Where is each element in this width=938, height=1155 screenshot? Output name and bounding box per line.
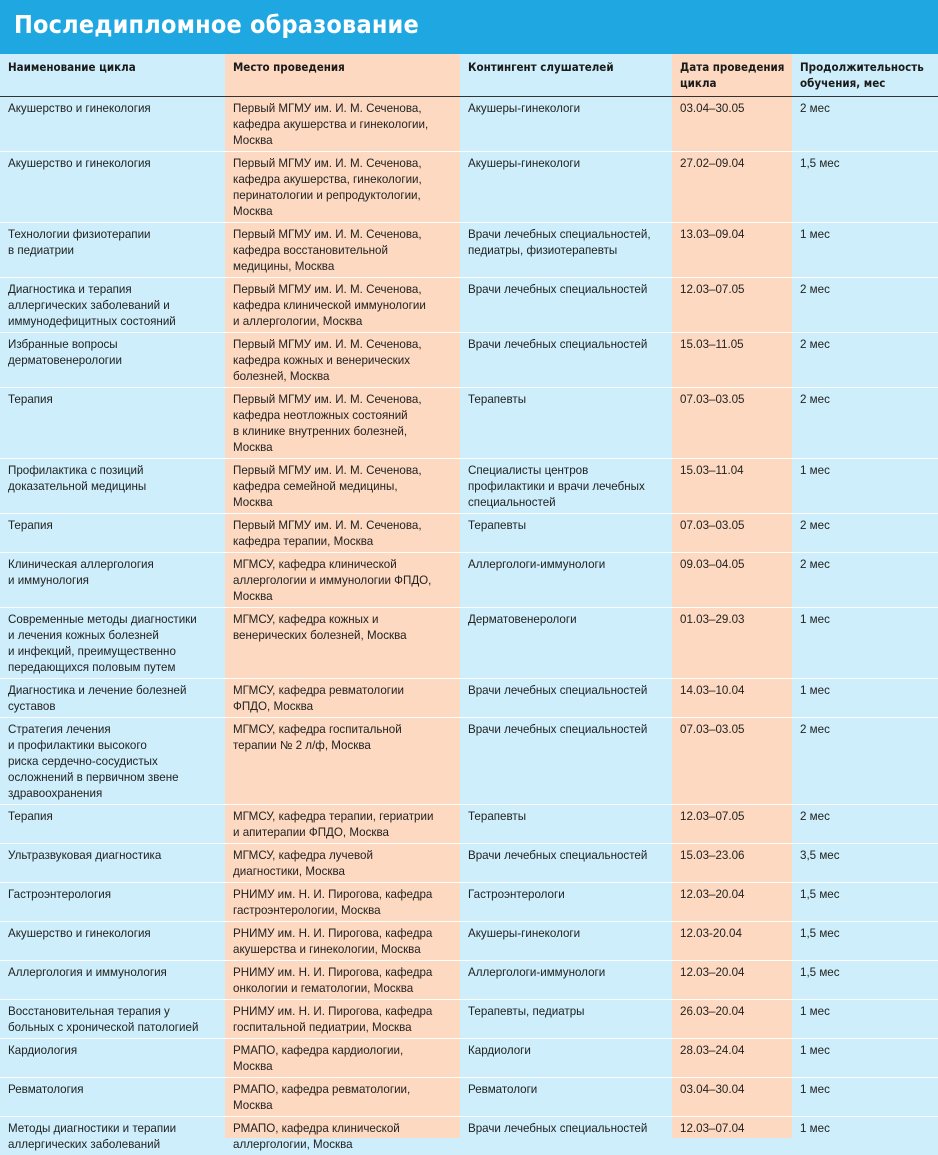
- cell-duration: 1 мес: [792, 459, 938, 514]
- cell-course-name: Избранные вопросы дерматовенерологии: [0, 333, 225, 388]
- cell-audience: Акушеры-гинекологи: [460, 97, 672, 152]
- cell-audience: Врачи лечебных специальностей: [460, 679, 672, 718]
- cell-audience: Врачи лечебных специальностей: [460, 844, 672, 883]
- column-header-place: Место проведения: [225, 54, 460, 97]
- cell-location: Первый МГМУ им. И. М. Сеченова, кафедра кожных и венерических болезней, Москва: [225, 333, 460, 388]
- cell-location: МГМСУ, кафедра ревматологии ФПДО, Москва: [225, 679, 460, 718]
- cell-audience: Аллергологи-иммунологи: [460, 961, 672, 1000]
- table-row: [0, 922, 938, 961]
- table-row: [0, 514, 938, 553]
- table-row: [0, 388, 938, 459]
- cell-location: Первый МГМУ им. И. М. Сеченова, кафедра неотложных состояний в клинике внутренних болезней, Москва: [225, 388, 460, 459]
- cell-course-name: Технологии физиотерапии в педиатрии: [0, 223, 225, 278]
- cell-audience: Аллергологи-иммунологи: [460, 553, 672, 608]
- table-header-row: [0, 54, 938, 97]
- cell-location: МГМСУ, кафедра кожных и венерических болезней, Москва: [225, 608, 460, 679]
- cell-dates: 09.03–04.05: [672, 553, 792, 608]
- cell-dates: 12.03-20.04: [672, 922, 792, 961]
- cell-audience: Врачи лечебных специальностей, педиатры, физиотерапевты: [460, 223, 672, 278]
- cell-course-name: Акушерство и гинекология: [0, 97, 225, 152]
- cell-course-name: Стратегия лечения и профилактики высокого риска сердечно-сосудистых осложнений в первичном звене здравоохранения: [0, 718, 225, 805]
- cell-course-name: Клиническая аллергология и иммунология: [0, 553, 225, 608]
- cell-location: РНИМУ им. Н. И. Пирогова, кафедра онкологии и гематологии, Москва: [225, 961, 460, 1000]
- cell-course-name: Современные методы диагностики и лечения кожных болезней и инфекций, преимущественно передающихся половым путем: [0, 608, 225, 679]
- cell-dates: 07.03–03.05: [672, 514, 792, 553]
- cell-audience: Ревматологи: [460, 1078, 672, 1117]
- cell-audience: Кардиологи: [460, 1039, 672, 1078]
- cell-dates: 12.03–07.05: [672, 278, 792, 333]
- cell-location: Первый МГМУ им. И. М. Сеченова, кафедра акушерства и гинекологии, Москва: [225, 97, 460, 152]
- cell-course-name: Восстановительная терапия у больных с хронической патологией: [0, 1000, 225, 1039]
- cell-duration: 3,5 мес: [792, 844, 938, 883]
- page-title: Последипломное образование: [14, 10, 419, 39]
- cell-duration: 1,5 мес: [792, 152, 938, 223]
- cell-duration: 1,5 мес: [792, 883, 938, 922]
- table-row: [0, 459, 938, 514]
- cell-audience: Терапевты: [460, 388, 672, 459]
- cell-location: Первый МГМУ им. И. М. Сеченова, кафедра семейной медицины, Москва: [225, 459, 460, 514]
- cell-course-name: Акушерство и гинекология: [0, 152, 225, 223]
- cell-location: Первый МГМУ им. И. М. Сеченова, кафедра восстановительной медицины, Москва: [225, 223, 460, 278]
- cell-dates: 13.03–09.04: [672, 223, 792, 278]
- cell-dates: 15.03–23.06: [672, 844, 792, 883]
- cell-course-name: Гастроэнтерология: [0, 883, 225, 922]
- cell-audience: Терапевты: [460, 805, 672, 844]
- cell-course-name: Диагностика и лечение болезней суставов: [0, 679, 225, 718]
- table-row: [0, 333, 938, 388]
- header-bar: [0, 0, 938, 54]
- table-row: [0, 278, 938, 333]
- cell-location: МГМСУ, кафедра госпитальной терапии № 2 л/ф, Москва: [225, 718, 460, 805]
- cell-location: РНИМУ им. Н. И. Пирогова, кафедра акушерства и гинекологии, Москва: [225, 922, 460, 961]
- cell-course-name: Ревматология: [0, 1078, 225, 1117]
- cell-course-name: Диагностика и терапия аллергических заболеваний и иммунодефицитных состояний: [0, 278, 225, 333]
- cell-duration: 1 мес: [792, 1039, 938, 1078]
- cell-dates: 07.03–03.05: [672, 388, 792, 459]
- cell-dates: 12.03–20.04: [672, 883, 792, 922]
- cell-duration: 1 мес: [792, 608, 938, 679]
- cell-audience: Дерматовенерологи: [460, 608, 672, 679]
- cell-dates: 01.03–29.03: [672, 608, 792, 679]
- cell-location: РМАПО, кафедра ревматологии, Москва: [225, 1078, 460, 1117]
- cell-location: РМАПО, кафедра клинической аллергологии, Москва: [225, 1117, 460, 1155]
- cell-course-name: Аллергология и иммунология: [0, 961, 225, 1000]
- cell-dates: 03.04–30.04: [672, 1078, 792, 1117]
- cell-location: Первый МГМУ им. И. М. Сеченова, кафедра акушерства, гинекологии, перинатологии и репродуктологии, Москва: [225, 152, 460, 223]
- cell-duration: 2 мес: [792, 805, 938, 844]
- cell-location: МГМСУ, кафедра терапии, гериатрии и апитерапии ФПДО, Москва: [225, 805, 460, 844]
- cell-course-name: Терапия: [0, 388, 225, 459]
- table-row: [0, 97, 938, 152]
- cell-location: Первый МГМУ им. И. М. Сеченова, кафедра терапии, Москва: [225, 514, 460, 553]
- cell-duration: 1 мес: [792, 1078, 938, 1117]
- table-row: [0, 961, 938, 1000]
- cell-audience: Гастроэнтерологи: [460, 883, 672, 922]
- cell-duration: 2 мес: [792, 388, 938, 459]
- cell-audience: Врачи лечебных специальностей: [460, 278, 672, 333]
- table-row: [0, 223, 938, 278]
- cell-course-name: Терапия: [0, 514, 225, 553]
- cell-dates: 03.04–30.05: [672, 97, 792, 152]
- cell-audience: Акушеры-гинекологи: [460, 922, 672, 961]
- table-row: [0, 1078, 938, 1117]
- cell-course-name: Акушерство и гинекология: [0, 922, 225, 961]
- cell-duration: 1,5 мес: [792, 922, 938, 961]
- cell-duration: 1 мес: [792, 679, 938, 718]
- cell-course-name: Ультразвуковая диагностика: [0, 844, 225, 883]
- cell-duration: 1 мес: [792, 223, 938, 278]
- cell-duration: 1,5 мес: [792, 961, 938, 1000]
- cell-course-name: Терапия: [0, 805, 225, 844]
- table-row: [0, 1117, 938, 1155]
- cell-duration: 1 мес: [792, 1000, 938, 1039]
- column-header-dates: Дата проведения цикла: [672, 54, 792, 97]
- cell-audience: Акушеры-гинекологи: [460, 152, 672, 223]
- cell-audience: Специалисты центров профилактики и врачи лечебных специальностей: [460, 459, 672, 514]
- cell-duration: 1 мес: [792, 1117, 938, 1155]
- table-row: [0, 805, 938, 844]
- column-header-duration: Продолжительность обучения, мес: [792, 54, 938, 97]
- cell-dates: 12.03–07.05: [672, 805, 792, 844]
- cell-duration: 2 мес: [792, 718, 938, 805]
- table-row: [0, 1039, 938, 1078]
- cell-location: РМАПО, кафедра кардиологии, Москва: [225, 1039, 460, 1078]
- cell-duration: 2 мес: [792, 553, 938, 608]
- cell-location: Первый МГМУ им. И. М. Сеченова, кафедра клинической иммунологии и аллергологии, Москва: [225, 278, 460, 333]
- cell-audience: Врачи лечебных специальностей: [460, 1117, 672, 1155]
- table-row: [0, 608, 938, 679]
- cell-dates: 15.03–11.04: [672, 459, 792, 514]
- cell-duration: 2 мес: [792, 514, 938, 553]
- cell-duration: 2 мес: [792, 97, 938, 152]
- cell-location: РНИМУ им. Н. И. Пирогова, кафедра госпитальной педиатрии, Москва: [225, 1000, 460, 1039]
- cell-dates: 28.03–24.04: [672, 1039, 792, 1078]
- cell-course-name: Кардиология: [0, 1039, 225, 1078]
- cell-location: МГМСУ, кафедра клинической аллергологии и иммунологии ФПДО, Москва: [225, 553, 460, 608]
- cell-dates: 14.03–10.04: [672, 679, 792, 718]
- cell-dates: 12.03–20.04: [672, 961, 792, 1000]
- table-row: [0, 553, 938, 608]
- cell-dates: 15.03–11.05: [672, 333, 792, 388]
- column-header-audience: Контингент слушателей: [460, 54, 672, 97]
- cell-audience: Терапевты: [460, 514, 672, 553]
- cell-location: РНИМУ им. Н. И. Пирогова, кафедра гастроэнтерологии, Москва: [225, 883, 460, 922]
- cell-dates: 07.03–03.05: [672, 718, 792, 805]
- cell-duration: 2 мес: [792, 333, 938, 388]
- column-header-name: Наименование цикла: [0, 54, 225, 97]
- table-row: [0, 152, 938, 223]
- cell-audience: Врачи лечебных специальностей: [460, 718, 672, 805]
- cell-dates: 27.02–09.04: [672, 152, 792, 223]
- cell-dates: 12.03–07.04: [672, 1117, 792, 1155]
- table-row: [0, 883, 938, 922]
- cell-dates: 26.03–20.04: [672, 1000, 792, 1039]
- cell-audience: Врачи лечебных специальностей: [460, 333, 672, 388]
- cell-course-name: Профилактика с позиций доказательной медицины: [0, 459, 225, 514]
- table-row: [0, 679, 938, 718]
- cell-audience: Терапевты, педиатры: [460, 1000, 672, 1039]
- table-row: [0, 1000, 938, 1039]
- table-row: [0, 844, 938, 883]
- table-row: [0, 718, 938, 805]
- cell-course-name: Методы диагностики и терапии аллергических заболеваний: [0, 1117, 225, 1155]
- schedule-table: [0, 54, 938, 1155]
- cell-duration: 2 мес: [792, 278, 938, 333]
- table-body: [0, 97, 938, 1155]
- cell-location: МГМСУ, кафедра лучевой диагностики, Москва: [225, 844, 460, 883]
